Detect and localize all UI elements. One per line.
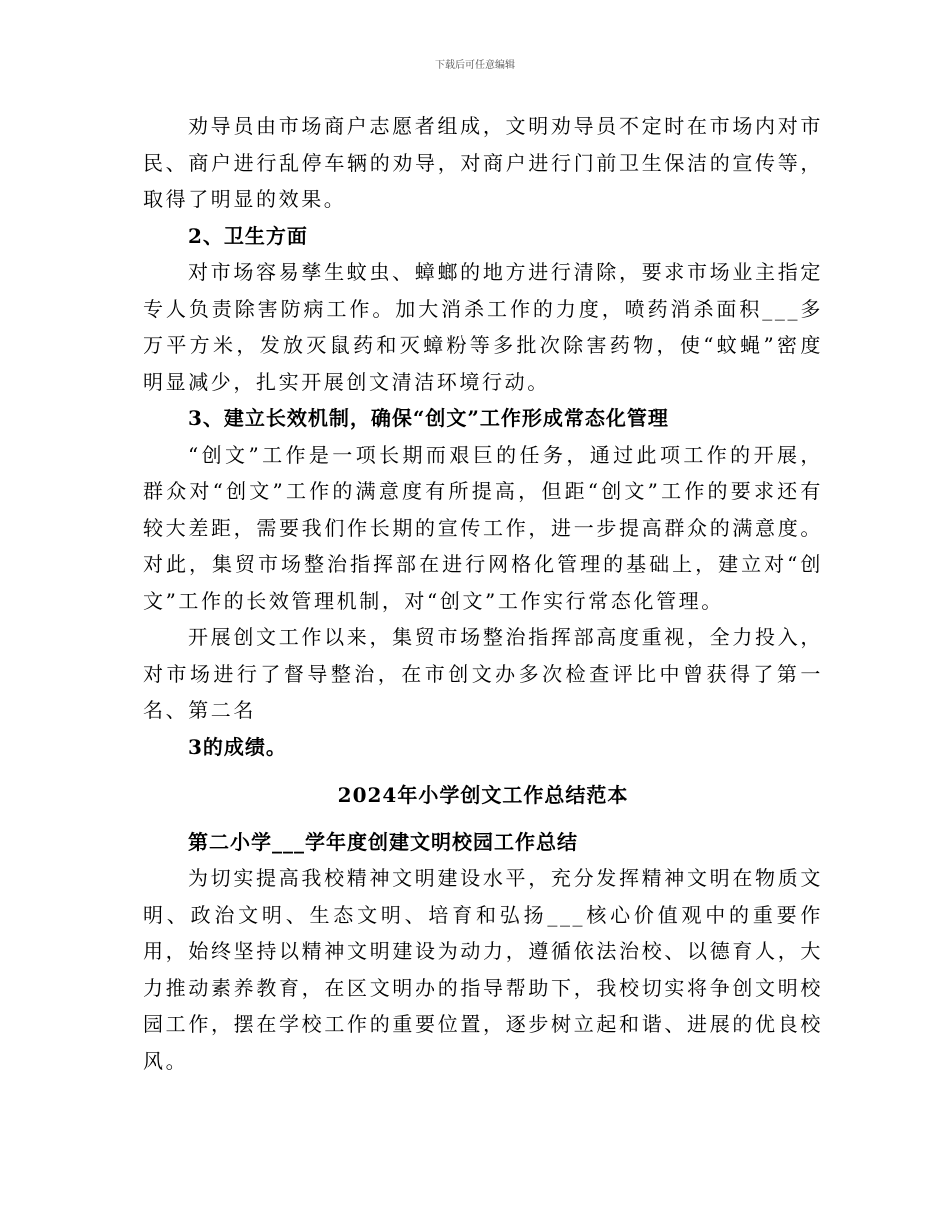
paragraph-achievements: 开展创文工作以来，集贸市场整治指挥部高度重视，全力投入，对市场进行了督导整治，在市创文办多次检查评比中曾获得了第一名、第二名 bbox=[143, 625, 823, 722]
paragraph-school-intro: 为切实提高我校精神文明建设水平，充分发挥精神文明在物质文明、政治文明、生态文明、培育和弘扬___核心价值观中的重要作用，始终坚持以精神文明建设为动力，遵循依法治校、以德育人，大力推动素养教育，在区文明办的指导帮助下，我校切实将争创文明校园工作，摆在学校工作的重要位置，逐步树立起和谐、进展的优良校风。 bbox=[143, 866, 823, 1073]
section-heading-long-term-mechanism: 3、建立长效机制，确保“创文”工作形成常态化管理 bbox=[188, 406, 669, 430]
document-body bbox=[143, 108, 823, 1079]
document-title: 2024年小学创文工作总结范本 bbox=[337, 783, 629, 807]
section-heading-hygiene: 2、卫生方面 bbox=[188, 223, 308, 248]
paragraph-result: 3的成绩。 bbox=[188, 734, 287, 759]
paragraph-long-term-mechanism: “创文”工作是一项长期而艰巨的任务，通过此项工作的开展，群众对“创文”工作的满意度有所提高，但距“创文”工作的要求还有较大差距，需要我们作长期的宣传工作，进一步提高群众的满意度。对此，集贸市场整治指挥部在进行网格化管理的基础上，建立对“创文”工作的长效管理机制，对“创文”工作实行常态化管理。 bbox=[143, 442, 823, 613]
paragraph-hygiene: 对市场容易孳生蚊虫、蟑螂的地方进行清除，要求市场业主指定专人负责除害防病工作。加大消杀工作的力度，喷药消杀面积___多万平方米，发放灭鼠药和灭蟑粉等多批次除害药物，使“蚊蝇”密度明显减少，扎实开展创文清洁环境行动。 bbox=[143, 260, 823, 394]
page-header-note: 下载后可任意编辑 bbox=[435, 60, 515, 71]
document-subtitle: 第二小学___学年度创建文明校园工作总结 bbox=[188, 829, 578, 854]
paragraph-persuaders: 劝导员由市场商户志愿者组成，文明劝导员不定时在市场内对市民、商户进行乱停车辆的劝导，对商户进行门前卫生保洁的宣传等，取得了明显的效果。 bbox=[143, 114, 823, 211]
